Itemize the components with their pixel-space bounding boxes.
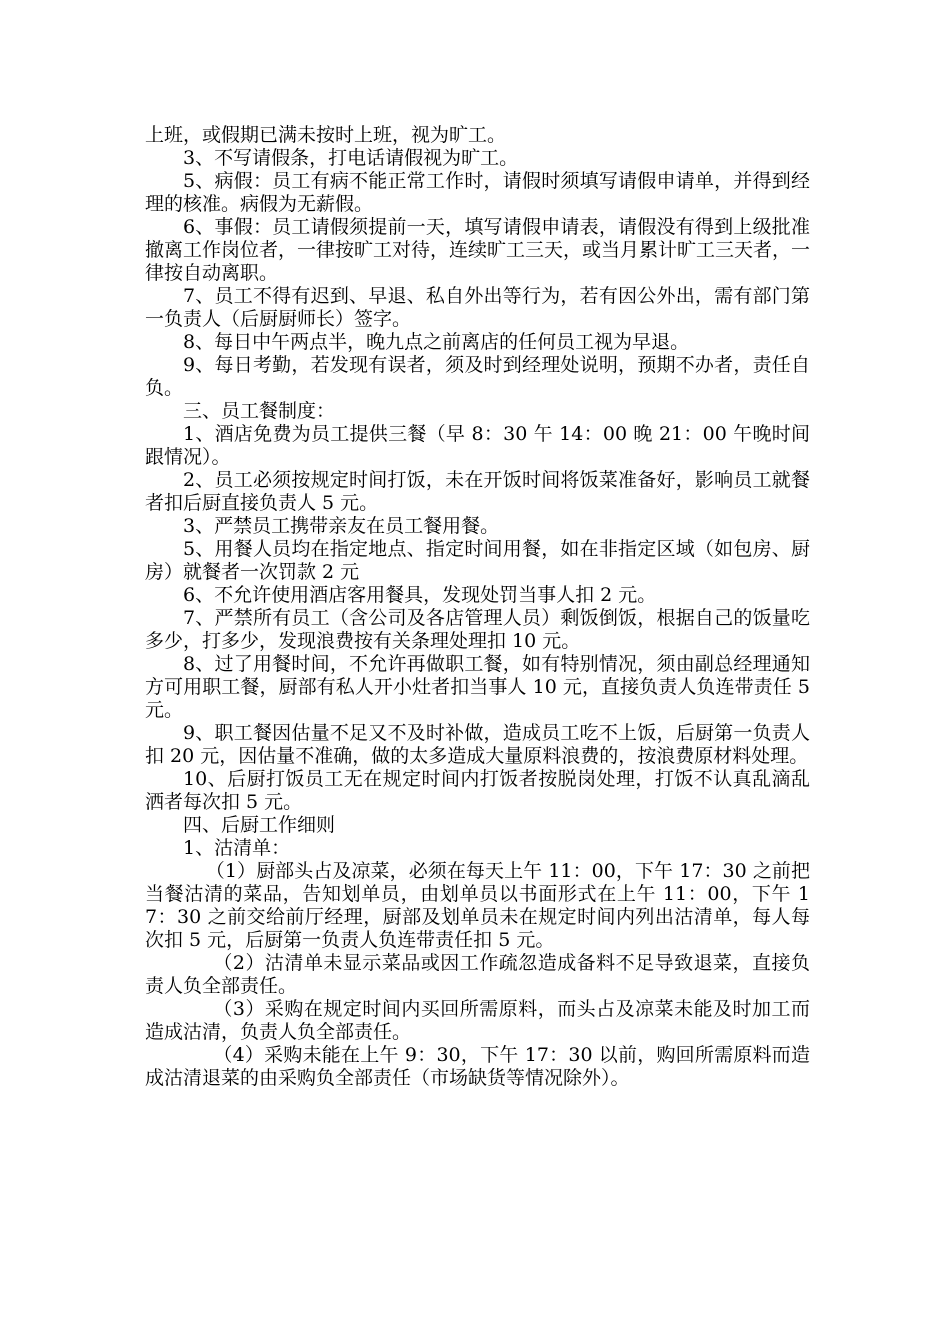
document-page [145, 124, 810, 1090]
paragraph-sold-out-1: （1）厨部头占及凉菜，必须在每天上午 11：00，下午 17：30 之前把当餐沽清的菜品，告知划单员，由划单员以书面形式在上午 11：00，下午 17：30 之前交给前厅经理，厨部及划单员未在规定时间内列出沽清单，每人每次扣 5 元，后厨第一负责人负连带责任扣 5 元。 [145, 860, 810, 951]
paragraph-item-5-sick-leave: 5、病假：员工有病不能正常工作时，请假时须填写请假申请单，并得到经理的核准。病假为无薪假。 [145, 170, 810, 215]
paragraph-meal-2: 2、员工必须按规定时间打饭，未在开饭时间将饭菜准备好，影响员工就餐者扣后厨直接负责人 5 元。 [145, 469, 810, 514]
paragraph-meal-10: 10、后厨打饭员工无在规定时间内打饭者按脱岗处理，打饭不认真乱滴乱洒者每次扣 5 元。 [145, 768, 810, 813]
section-heading-staff-meals: 三、员工餐制度： [183, 400, 336, 422]
paragraph-item-8: 8、每日中午两点半，晚九点之前离店的任何员工视为早退。 [183, 331, 690, 353]
subheading-sold-out-list: 1、沽清单： [183, 837, 291, 859]
paragraph-item-3: 3、不写请假条，打电话请假视为旷工。 [183, 147, 519, 169]
paragraph-sold-out-3: （3）采购在规定时间内买回所需原料，而头占及凉菜未能及时加工而造成沽清，负责人负全部责任。 [145, 998, 810, 1043]
paragraph-meal-3: 3、严禁员工携带亲友在员工餐用餐。 [183, 515, 500, 537]
section-heading-kitchen-rules: 四、后厨工作细则 [183, 814, 336, 836]
paragraph-item-6-personal-leave: 6、事假：员工请假须提前一天，填写请假申请表，请假没有得到上级批准撤离工作岗位者，一律按旷工对待，连续旷工三天，或当月累计旷工三天者，一律按自动离职。 [145, 216, 811, 284]
paragraph-item-9: 9、每日考勤，若发现有误者，须及时到经理处说明，预期不办者，责任自负。 [145, 354, 810, 399]
paragraph-meal-6: 6、不允许使用酒店客用餐具，发现处罚当事人扣 2 元。 [183, 584, 657, 606]
paragraph-sold-out-4: （4）采购未能在上午 9：30，下午 17：30 以前，购回所需原料而造成沽清退菜的由采购负全部责任（市场缺货等情况除外）。 [145, 1044, 810, 1089]
paragraph-item-7: 7、员工不得有迟到、早退、私自外出等行为，若有因公外出，需有部门第一负责人（后厨厨师长）签字。 [145, 285, 810, 330]
paragraph-meal-7: 7、严禁所有员工（含公司及各店管理人员）剩饭倒饭，根据自己的饭量吃多少，打多少，发现浪费按有关条理处理扣 10 元。 [145, 607, 810, 652]
paragraph-meal-5: 5、用餐人员均在指定地点、指定时间用餐，如在非指定区域（如包房、厨房）就餐者一次罚款 2 元 [145, 538, 810, 583]
paragraph-meal-1: 1、酒店免费为员工提供三餐（早 8：30 午 14：00 晚 21：00 午晚时间跟情况）。 [145, 423, 810, 468]
paragraph-meal-9: 9、职工餐因估量不足又不及时补做，造成员工吃不上饭，后厨第一负责人扣 20 元，因估量不准确，做的太多造成大量原料浪费的，按浪费原材料处理。 [145, 722, 810, 767]
paragraph-meal-8: 8、过了用餐时间，不允许再做职工餐，如有特别情况，须由副总经理通知方可用职工餐，厨部有私人开小灶者扣当事人 10 元，直接负责人负连带责任 5 元。 [145, 653, 810, 721]
paragraph-continuation: 上班，或假期已满未按时上班，视为旷工。 [145, 124, 507, 146]
paragraph-sold-out-2: （2）沽清单未显示菜品或因工作疏忽造成备料不足导致退菜，直接负责人负全部责任。 [145, 952, 810, 997]
